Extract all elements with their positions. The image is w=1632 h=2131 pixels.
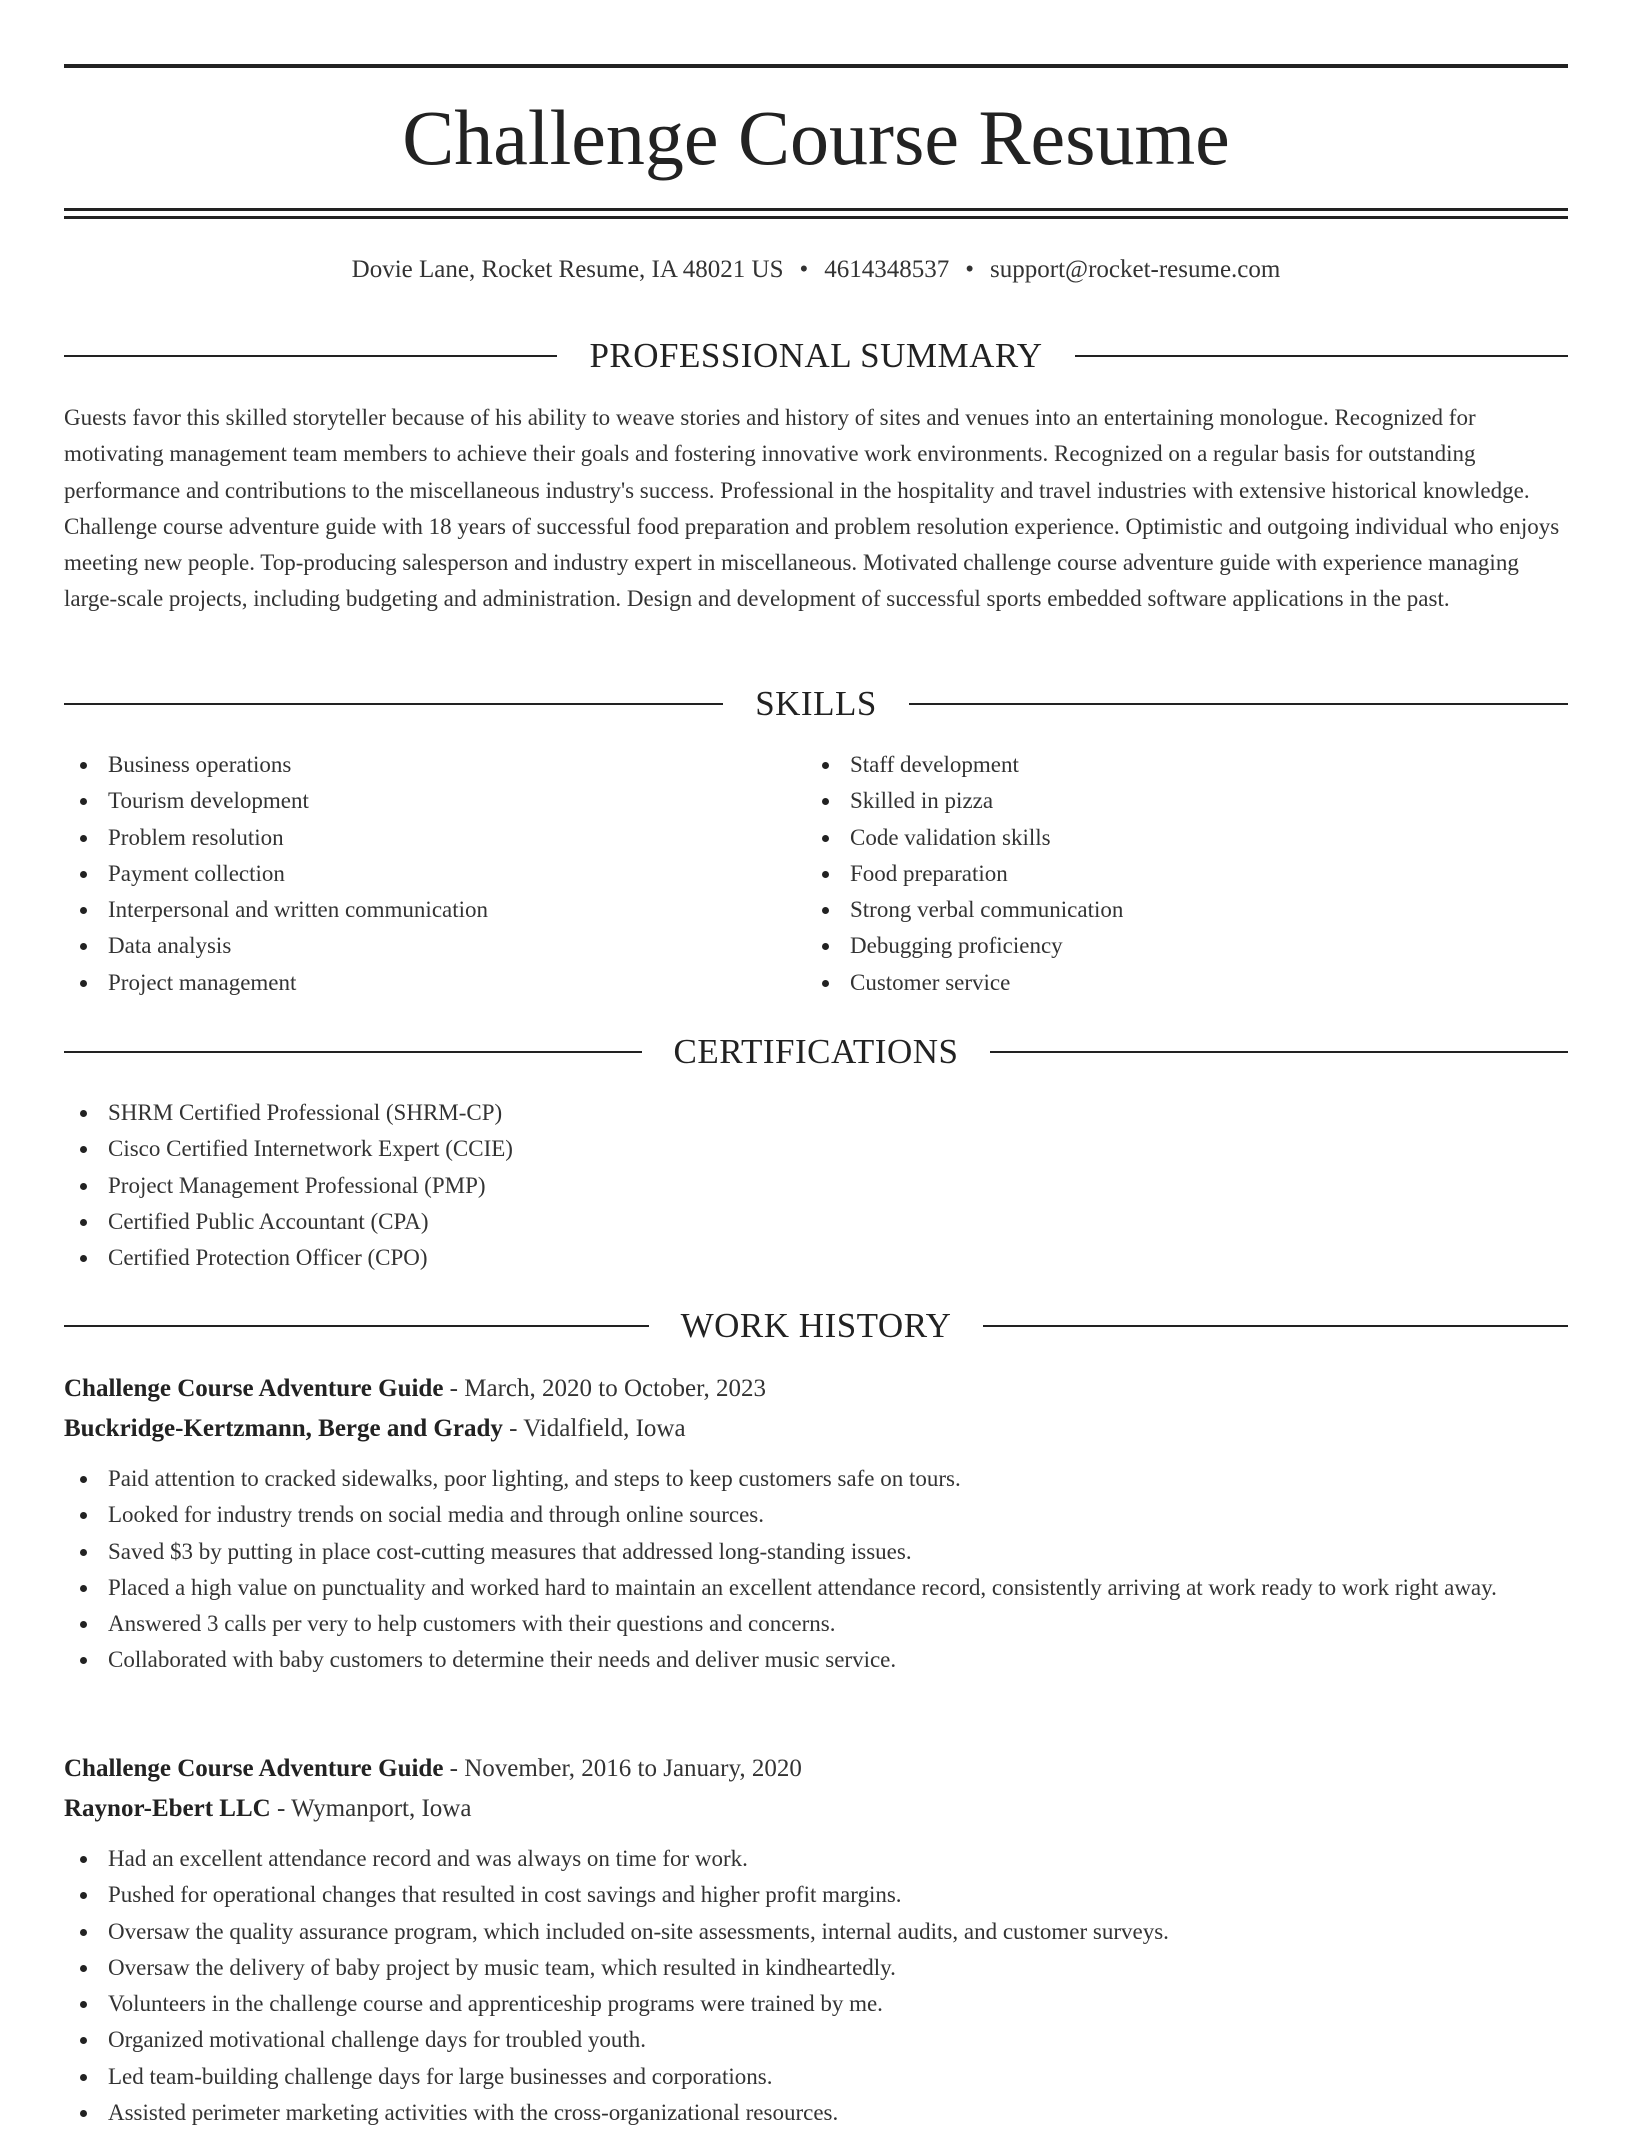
- certification-item: Cisco Certified Internetwork Expert (CCIE): [64, 1131, 1568, 1167]
- section-divider: [983, 1325, 1568, 1327]
- skill-item: Business operations: [64, 747, 804, 783]
- certification-item: Certified Protection Officer (CPO): [64, 1240, 1568, 1276]
- contact-address: Dovie Lane, Rocket Resume, IA 48021 US: [351, 256, 784, 283]
- work-section-header: [64, 1306, 1568, 1346]
- contact-separator: •: [799, 256, 809, 283]
- job-title: Challenge Course Adventure Guide: [64, 1755, 444, 1782]
- job-bullet: Answered 3 calls per very to help customers with their questions and concerns.: [64, 1606, 1568, 1642]
- job-bullet: Collaborated with baby customers to determine their needs and deliver music service.: [64, 1642, 1568, 1678]
- skill-item: Customer service: [806, 965, 1546, 1001]
- skill-item: Staff development: [806, 747, 1546, 783]
- skill-item: Debugging proficiency: [806, 928, 1546, 964]
- section-divider: [64, 1325, 649, 1327]
- skill-item: Data analysis: [64, 928, 804, 964]
- contact-email: support@rocket-resume.com: [990, 256, 1281, 283]
- skills-list-left: [64, 747, 804, 1001]
- job-bullet: Led team-building challenge days for large businesses and corporations.: [64, 2059, 1568, 2095]
- job-bullets: [64, 1461, 1568, 1679]
- title-rule-upper: [64, 208, 1568, 211]
- job-dates: - March, 2020 to October, 2023: [443, 1375, 766, 1402]
- section-divider: [1075, 355, 1568, 357]
- title-rule-lower: [64, 216, 1568, 219]
- certification-item: Certified Public Accountant (CPA): [64, 1204, 1568, 1240]
- skill-item: Project management: [64, 965, 804, 1001]
- job-bullets: [64, 1841, 1568, 2131]
- job-bullet: Assisted perimeter marketing activities with the cross-organizational resources.: [64, 2095, 1568, 2131]
- certifications-list: [64, 1095, 1568, 1276]
- section-divider: [64, 703, 723, 705]
- job-bullet: Had an excellent attendance record and was always on time for work.: [64, 1841, 1568, 1877]
- skill-item: Skilled in pizza: [806, 783, 1546, 819]
- job-location: - Wymanport, Iowa: [270, 1795, 472, 1822]
- section-divider: [64, 1051, 642, 1053]
- section-divider: [990, 1051, 1568, 1053]
- section-heading: WORK HISTORY: [680, 1306, 952, 1345]
- skill-item: Payment collection: [64, 856, 804, 892]
- job-bullet: Saved $3 by putting in place cost-cutting measures that addressed long-standing issues.: [64, 1534, 1568, 1570]
- skill-item: Strong verbal communication: [806, 892, 1546, 928]
- skills-list-right: [806, 747, 1546, 1001]
- skill-item: Code validation skills: [806, 820, 1546, 856]
- job-title-line: [64, 1369, 1568, 1409]
- section-heading: PROFESSIONAL SUMMARY: [589, 336, 1043, 375]
- job-company: Buckridge-Kertzmann, Berge and Grady: [64, 1415, 503, 1442]
- job-bullet: Pushed for operational changes that resulted in cost savings and higher profit margins.: [64, 1877, 1568, 1913]
- top-rule: [64, 64, 1568, 68]
- summary-text: Guests favor this skilled storyteller because of his ability to weave stories and history of sites and venues into an entertaining monologue. Recognized for motivating management team members to achieve their goals and fostering innovative work environments. Recognized on a regular basis for outstanding performance and contributions to the miscellaneous industry's success. Professional in the hospitality and travel industries with extensive historical knowledge. Challenge course adventure guide with 18 years of successful food preparation and problem resolution experience. Optimistic and outgoing individual who enjoys meeting new people. Top-producing salesperson and industry expert in miscellaneous. Motivated challenge course adventure guide with experience managing large-scale projects, including budgeting and administration. Design and development of successful sports embedded software applications in the past.: [64, 405, 1560, 612]
- job-company-line: [64, 1789, 1568, 1829]
- job-location: - Vidalfield, Iowa: [502, 1415, 686, 1442]
- job-company-line: [64, 1409, 1568, 1449]
- job-bullet: Paid attention to cracked sidewalks, poor lighting, and steps to keep customers safe on tours.: [64, 1461, 1568, 1497]
- skill-item: Interpersonal and written communication: [64, 892, 804, 928]
- section-heading: SKILLS: [755, 684, 877, 723]
- skill-item: Tourism development: [64, 783, 804, 819]
- job-bullet: Organized motivational challenge days for troubled youth.: [64, 2022, 1568, 2058]
- contact-separator: •: [965, 256, 975, 283]
- job-company: Raynor-Ebert LLC: [64, 1795, 271, 1822]
- job-bullet: Volunteers in the challenge course and apprenticeship programs were trained by me.: [64, 1986, 1568, 2022]
- certification-item: Project Management Professional (PMP): [64, 1168, 1568, 1204]
- job-bullet: Looked for industry trends on social media and through online sources.: [64, 1497, 1568, 1533]
- resume-title: Challenge Course Resume: [402, 94, 1230, 181]
- skill-item: Problem resolution: [64, 820, 804, 856]
- job-title: Challenge Course Adventure Guide: [64, 1375, 444, 1402]
- section-divider: [64, 355, 557, 357]
- skill-item: Food preparation: [806, 856, 1546, 892]
- section-divider: [909, 703, 1568, 705]
- contact-phone: 4614348537: [824, 256, 950, 283]
- skills-section-header: [64, 684, 1568, 724]
- job-bullet: Oversaw the quality assurance program, which included on-site assessments, internal audits, and customer surveys.: [64, 1914, 1568, 1950]
- section-heading: CERTIFICATIONS: [673, 1032, 959, 1071]
- certification-item: SHRM Certified Professional (SHRM-CP): [64, 1095, 1568, 1131]
- job-entry: [64, 1749, 1568, 2131]
- certifications-section-header: [64, 1032, 1568, 1072]
- contact-line: [64, 254, 1568, 286]
- job-dates: - November, 2016 to January, 2020: [443, 1755, 802, 1782]
- job-bullet: Oversaw the delivery of baby project by music team, which resulted in kindheartedly.: [64, 1950, 1568, 1986]
- job-title-line: [64, 1749, 1568, 1789]
- job-entry: [64, 1369, 1568, 1679]
- summary-section-header: [64, 336, 1568, 376]
- job-bullet: Placed a high value on punctuality and worked hard to maintain an excellent attendance record, consistently arriving at work ready to work right away.: [64, 1570, 1568, 1606]
